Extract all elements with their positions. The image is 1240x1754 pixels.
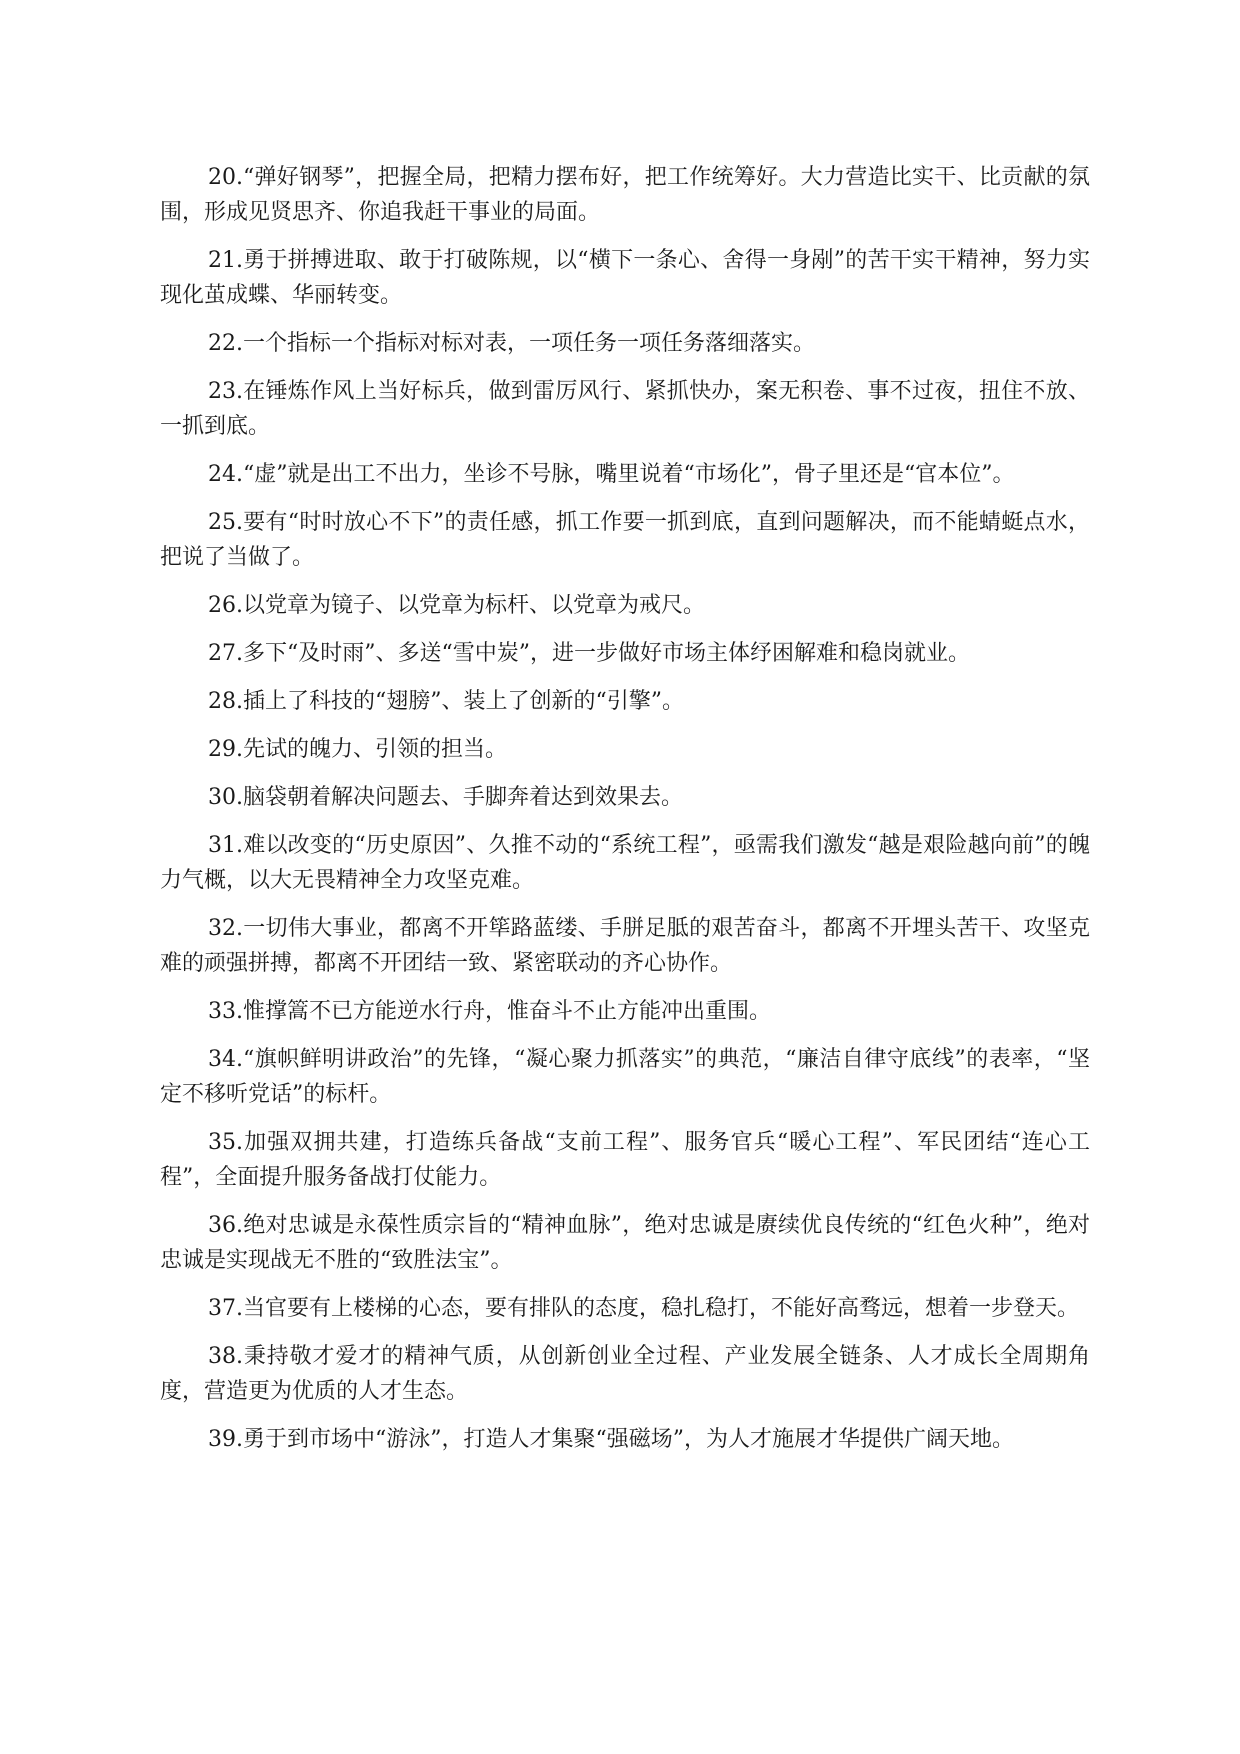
paragraph-31: 31.难以改变的“历史原因”、久推不动的“系统工程”，亟需我们激发“越是艰险越向前”的魄力气概，以大无畏精神全力攻坚克难。 [160,833,1090,893]
paragraph-27: 27.多下“及时雨”、多送“雪中炭”，进一步做好市场主体纾困解难和稳岗就业。 [208,641,970,666]
paragraph-34: 34.“旗帜鲜明讲政治”的先锋，“凝心聚力抓落实”的典范，“廉洁自律守底线”的表率，“坚定不移听党话”的标杆。 [160,1047,1090,1107]
paragraph-24: 24.“虚”就是出工不出力，坐诊不号脉，嘴里说着“市场化”，骨子里还是“官本位”。 [208,462,1015,487]
paragraph-21: 21.勇于拼搏进取、敢于打破陈规，以“横下一条心、舍得一身剐”的苦干实干精神，努力实现化茧成蝶、华丽转变。 [160,248,1090,308]
paragraph-39: 39.勇于到市场中“游泳”，打造人才集聚“强磁场”，为人才施展才华提供广阔天地。 [208,1427,1014,1452]
paragraph-35: 35.加强双拥共建，打造练兵备战“支前工程”、服务官兵“暖心工程”、军民团结“连心工程”，全面提升服务备战打仗能力。 [160,1130,1090,1190]
document-body [160,160,1090,1470]
paragraph-22: 22.一个指标一个指标对标对表，一项任务一项任务落细落实。 [208,331,815,356]
paragraph-33: 33.惟撑篙不已方能逆水行舟，惟奋斗不止方能冲出重围。 [208,999,771,1024]
paragraph-37: 37.当官要有上楼梯的心态，要有排队的态度，稳扎稳打，不能好高骛远，想着一步登天。 [208,1296,1079,1321]
paragraph-23: 23.在锤炼作风上当好标兵，做到雷厉风行、紧抓快办，案无积卷、事不过夜，扭住不放、一抓到底。 [160,379,1090,439]
paragraph-32: 32.一切伟大事业，都离不开筚路蓝缕、手胼足胝的艰苦奋斗，都离不开埋头苦干、攻坚克难的顽强拼搏，都离不开团结一致、紧密联动的齐心协作。 [160,916,1090,976]
paragraph-26: 26.以党章为镜子、以党章为标杆、以党章为戒尺。 [208,593,705,618]
paragraph-20: 20.“弹好钢琴”，把握全局，把精力摆布好，把工作统筹好。大力营造比实干、比贡献的氛围，形成见贤思齐、你追我赶干事业的局面。 [160,165,1090,225]
paragraph-25: 25.要有“时时放心不下”的责任感，抓工作要一抓到底，直到问题解决，而不能蜻蜓点水，把说了当做了。 [160,510,1090,570]
paragraph-28: 28.插上了科技的“翅膀”、装上了创新的“引擎”。 [208,689,684,714]
paragraph-29: 29.先试的魄力、引领的担当。 [208,737,507,762]
paragraph-30: 30.脑袋朝着解决问题去、手脚奔着达到效果去。 [208,785,683,810]
paragraph-36: 36.绝对忠诚是永葆性质宗旨的“精神血脉”，绝对忠诚是赓续优良传统的“红色火种”，绝对忠诚是实现战无不胜的“致胜法宝”。 [160,1213,1090,1273]
paragraph-38: 38.秉持敬才爱才的精神气质，从创新创业全过程、产业发展全链条、人才成长全周期角度，营造更为优质的人才生态。 [160,1344,1090,1404]
